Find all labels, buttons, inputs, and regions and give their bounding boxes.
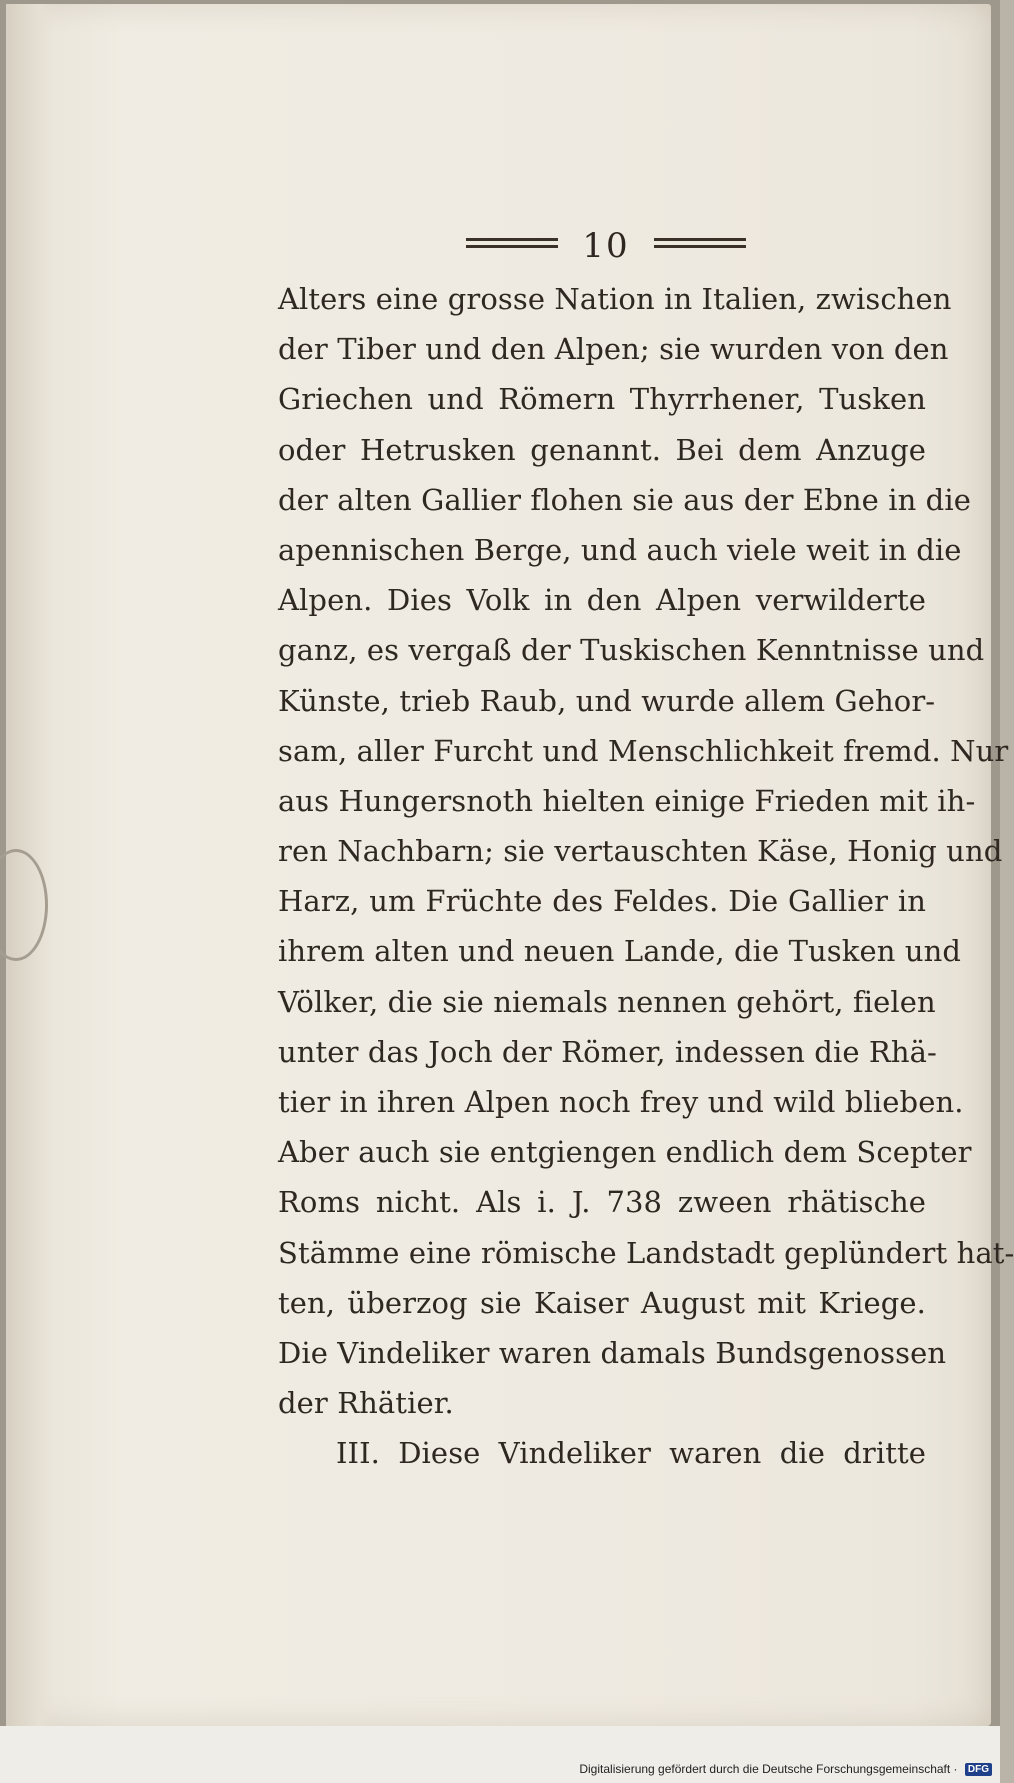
text-line: tier in ihren Alpen noch frey und wild blieben. [278, 1085, 964, 1119]
paragraph-start-line: III. Diese Vindeliker waren die dritte [336, 1436, 926, 1471]
body-text [278, 274, 1014, 1479]
text-line: aus Hungersnoth hielten einige Frieden mit ih- [278, 783, 976, 818]
text-line: ganz, es vergaß der Tuskischen Kenntnisse und [278, 633, 985, 668]
text-line: oder Hetrusken genannt. Bei dem Anzuge [278, 432, 926, 467]
book-page [6, 4, 1014, 1726]
text-line: Griechen und Römern Thyrrhener, Tusken [278, 382, 926, 417]
text-line: ren Nachbarn; sie vertauschten Käse, Honig und [278, 834, 1003, 869]
text-line: Künste, trieb Raub, und wurde allem Gehor- [278, 683, 936, 718]
page-number: 10 [582, 226, 630, 266]
text-line: Roms nicht. Als i. J. 738 zween rhätische [278, 1185, 926, 1220]
text-line: Alters eine grosse Nation in Italien, zwischen [278, 282, 952, 316]
text-line: Alpen. Dies Volk in den Alpen verwilderte [278, 583, 926, 618]
scan-footer [0, 1726, 1000, 1783]
text-line: Stämme eine römische Landstadt geplündert hat- [278, 1235, 1014, 1270]
text-line: Aber auch sie entgiengen endlich dem Scepter [278, 1135, 972, 1170]
text-line: ten, überzog sie Kaiser August mit Kriege. [278, 1285, 926, 1320]
page-header [466, 226, 746, 266]
text-line: der Tiber und den Alpen; sie wurden von den [278, 332, 949, 367]
text-line: der alten Gallier flohen sie aus der Ebne in die [278, 482, 971, 517]
dfg-logo-icon: DFG [965, 1763, 992, 1776]
text-line: der Rhätier. [278, 1386, 454, 1421]
header-rule-right [654, 238, 746, 252]
text-line: Die Vindeliker waren damals Bundsgenossen [278, 1335, 947, 1370]
text-line: Völker, die sie niemals nennen gehört, fielen [278, 984, 936, 1019]
text-line: ihrem alten und neuen Lande, die Tusken und [278, 934, 962, 969]
text-line: Harz, um Früchte des Feldes. Die Gallier in [278, 884, 926, 919]
digitization-credit: Digitalisierung gefördert durch die Deutsche Forschungsgemeinschaft · DFG [579, 1762, 992, 1776]
text-line: apennischen Berge, und auch viele weit in die [278, 532, 962, 567]
header-rule-left [466, 238, 558, 252]
credit-text: Digitalisierung gefördert durch die Deutsche Forschungsgemeinschaft [579, 1762, 951, 1776]
text-line: unter das Joch der Römer, indessen die Rhä- [278, 1034, 937, 1069]
text-line: sam, aller Furcht und Menschlichkeit fremd. Nur [278, 733, 1009, 768]
